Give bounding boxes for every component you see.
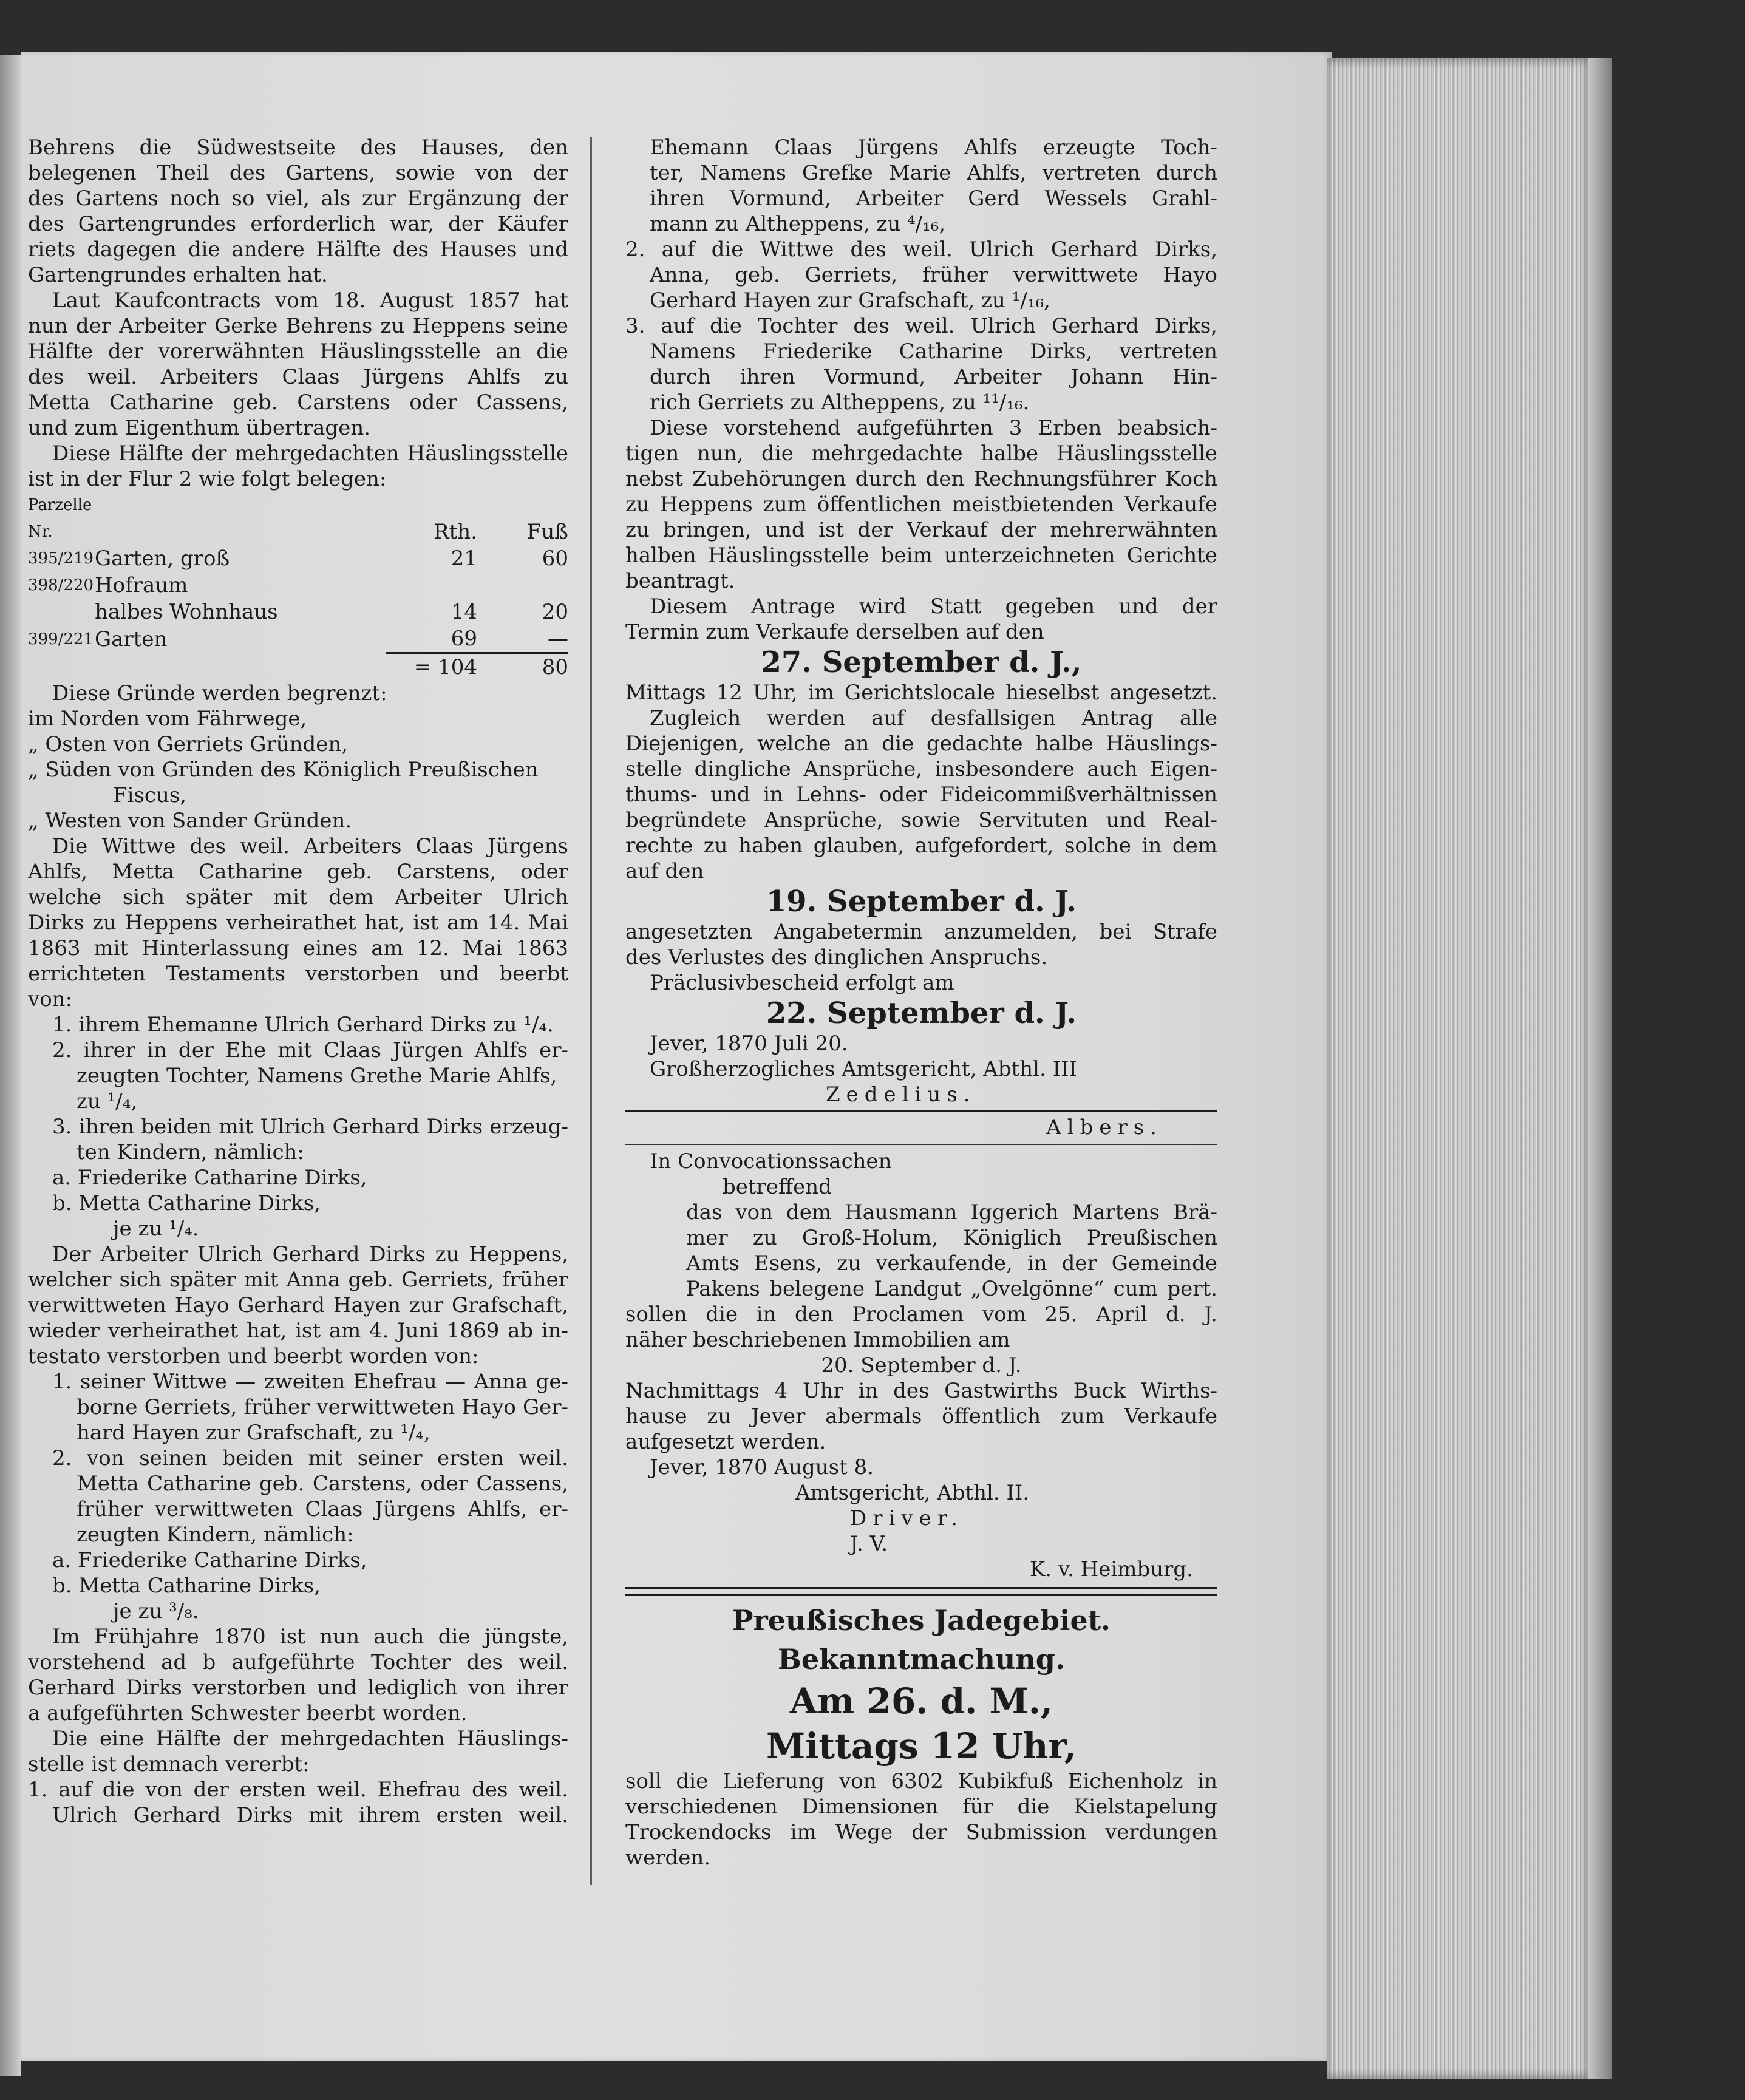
table-sum-row <box>28 653 568 681</box>
text-line: des weil. Arbeiters Claas Jürgens Ahlfs zu <box>28 365 568 389</box>
parcel-fuss: 60 <box>542 546 568 571</box>
text-line: Die Wittwe des weil. Arbeiters Claas Jürgens <box>52 834 568 858</box>
text-line: des Gartengrundes erforderlich war, der Käufer <box>28 212 568 236</box>
table-header-row <box>28 492 568 518</box>
text-line: Ehemann Claas Jürgens Ahlfs erzeugte Toch- <box>650 135 1217 160</box>
text-line: Diese Hälfte der mehrgedachten Häuslingsstelle <box>52 441 568 466</box>
judge-signature: Zedelius. <box>826 1082 976 1107</box>
text-line: zeugten Tochter, Namens Grethe Marie Ahlfs, <box>77 1064 557 1088</box>
text-line: tigen nun, die mehrgedachte halbe Häuslingsstelle <box>625 441 1217 466</box>
text-line: hause zu Jever abermals öffentlich zum Verkaufe <box>625 1404 1217 1429</box>
parcel-nr: 395/219 <box>28 549 94 568</box>
parcel-rth: 69 <box>451 627 477 651</box>
rule <box>625 1144 1217 1145</box>
text-line: Dirks zu Heppens verheirathet hat, ist am 14. Mai <box>28 911 568 935</box>
text-line: soll die Lieferung von 6302 Kubikfuß Eichenholz in <box>625 1769 1217 1793</box>
text-line: rechte zu haben glauben, aufgefordert, solche in dem <box>625 834 1217 858</box>
text-line: sollen die in den Proclamen vom 25. April d. J. <box>625 1302 1217 1327</box>
text-line: Ulrich Gerhard Dirks mit ihrem ersten weil. <box>52 1803 568 1827</box>
text-line: rich Gerriets zu Altheppens, zu ¹¹/₁₆. <box>650 390 1030 415</box>
text-line: Diese Gründe werden begrenzt: <box>52 681 387 705</box>
text-line: Gartengrundes erhalten hat. <box>28 263 328 287</box>
text-line: Nachmittags 4 Uhr in des Gastwirths Buck Wirths- <box>625 1379 1217 1403</box>
text-line: Anna, geb. Gerriets, früher verwittwete Hayo <box>650 263 1217 287</box>
text-line: mann zu Altheppens, zu ⁴/₁₆, <box>650 212 946 236</box>
text-line: Trockendocks im Wege der Submission verdungen <box>625 1820 1217 1844</box>
parcel-nr: 398/220 <box>28 576 94 594</box>
text-line: ten Kindern, nämlich: <box>77 1140 304 1164</box>
preclusion-date: 22. September d. J. <box>766 996 1077 1030</box>
text-line: Die eine Hälfte der mehrgedachten Häuslings- <box>52 1727 568 1751</box>
text-line: J. V. <box>850 1532 888 1556</box>
text-line: Amtsgericht, Abthl. II. <box>795 1481 1030 1505</box>
parcel-fuss <box>477 572 568 599</box>
text-line: Fiscus, <box>113 783 187 807</box>
text-line: und zum Eigenthum übertragen. <box>28 416 371 440</box>
text-line: 1863 mit Hinterlassung eines am 12. Mai 1863 <box>28 936 568 960</box>
text-line: welcher sich später mit Anna geb. Gerriets, früher <box>28 1268 568 1292</box>
parcel-fuss: — <box>548 627 568 651</box>
text-line: 2. ihrer in der Ehe mit Claas Jürgen Ahlfs er- <box>52 1038 568 1062</box>
text-line: zu Heppens zum öffentlichen meistbietenden Verkaufe <box>625 492 1217 517</box>
right-column <box>625 135 1217 1871</box>
text-line: „ Westen von Sander Gründen. <box>28 809 352 833</box>
rule <box>625 1110 1217 1112</box>
text-line: Im Frühjahre 1870 ist nun auch die jüngste, <box>52 1625 568 1649</box>
text-line: ist in der Flur 2 wie folgt belegen: <box>28 467 387 491</box>
table-row <box>28 545 568 572</box>
table-header-nr: Nr. <box>28 523 53 541</box>
text-line: Pakens belegene Landgut „Ovelgönne“ cum pert. <box>686 1277 1217 1301</box>
parcel-rth <box>386 572 477 599</box>
text-line: riets dagegen die andere Hälfte des Hauses und <box>28 237 568 262</box>
notice-title: Bekanntmachung. <box>778 1643 1065 1676</box>
text-line: stelle ist demnach vererbt: <box>28 1752 310 1776</box>
text-line: Gerhard Dirks verstorben und lediglich von ihrer <box>28 1676 568 1700</box>
parcel-fuss: 20 <box>542 600 568 624</box>
text-line: 1. auf die von der ersten weil. Ehefrau des weil. <box>28 1778 568 1802</box>
place-date: Jever, 1870 Juli 20. <box>650 1031 848 1056</box>
text-line: von: <box>28 987 73 1011</box>
text-line: „ Osten von Gerriets Gründen, <box>28 732 349 756</box>
text-line: halben Häuslingsstelle beim unterzeichneten Gerichte <box>625 543 1217 568</box>
text-line: Diese vorstehend aufgeführten 3 Erben beabsich- <box>650 416 1217 440</box>
text-line: 2. von seinen beiden mit seiner ersten weil. <box>52 1446 568 1470</box>
table-header-row <box>28 518 568 545</box>
parcel-desc: Hofraum <box>95 573 188 597</box>
text-line: Diesem Antrage wird Statt gegeben und der <box>650 594 1217 619</box>
text-line: durch ihren Vormund, Arbeiter Johann Hin- <box>650 365 1217 389</box>
text-line: Driver. <box>850 1506 964 1531</box>
text-line: verwittweten Hayo Gerhard Hayen zur Grafschaft, <box>28 1293 568 1317</box>
book-cover-edge <box>1588 58 1612 2079</box>
parcel-rth: 21 <box>451 546 477 571</box>
table-row <box>28 625 568 653</box>
text-line: das von dem Hausmann Iggerich Martens Brä- <box>686 1200 1217 1225</box>
text-line: thums- und in Lehns- oder Fideicommißverhältnissen <box>625 783 1217 807</box>
text-line: früher verwittweten Claas Jürgens Ahlfs, er- <box>77 1497 568 1521</box>
parcel-table <box>28 492 568 681</box>
text-line: Termin zum Verkaufe derselben auf den <box>625 620 1044 644</box>
text-line: Amts Esens, zu verkaufende, in der Gemeinde <box>686 1251 1217 1276</box>
text-line: vorstehend ad b aufgeführte Tochter des weil. <box>28 1650 568 1674</box>
text-line: a aufgeführten Schwester beerbt worden. <box>28 1701 468 1725</box>
table-header-rth: Rth. <box>434 520 477 544</box>
parcel-nr <box>28 599 95 625</box>
text-line: a. Friederike Catharine Dirks, <box>52 1548 367 1572</box>
text-line: Laut Kaufcontracts vom 18. August 1857 hat <box>52 288 568 313</box>
text-line: nebst Zubehörungen durch den Rechnungsführer Koch <box>625 467 1217 491</box>
parcel-nr: 399/221 <box>28 630 94 648</box>
text-line: wieder verheirathet hat, ist am 4. Juni 1869 ab in- <box>28 1319 568 1343</box>
table-header-fuss: Fuß <box>526 520 568 544</box>
text-line: begründete Ansprüche, sowie Servituten und Real- <box>625 808 1217 832</box>
text-line: im Norden vom Fährwege, <box>28 707 307 731</box>
notice-date: Am 26. d. M., <box>789 1680 1053 1722</box>
text-line: Hälfte der vorerwähnten Häuslingsstelle an die <box>28 339 568 364</box>
text-line: Präclusivbescheid erfolgt am <box>650 971 954 995</box>
sum-fuss: 80 <box>477 653 568 681</box>
text-line: beantragt. <box>625 569 735 593</box>
text-line: b. Metta Catharine Dirks, <box>52 1191 321 1215</box>
text-line: mer zu Groß-Holum, Königlich Preußischen <box>686 1226 1217 1250</box>
text-line: Zugleich werden auf desfallsigen Antrag alle <box>650 706 1217 730</box>
notice-header: Preußisches Jadegebiet. <box>732 1604 1111 1637</box>
text-line: zu bringen, und ist der Verkauf der mehrerwähnten <box>625 518 1217 542</box>
auction-date: 27. September d. J., <box>761 645 1082 679</box>
text-line: verschiedenen Dimensionen für die Kielstapelung <box>625 1795 1217 1819</box>
text-line: borne Gerriets, früher verwittweten Hayo Ger- <box>77 1395 568 1419</box>
text-line: 3. ihren beiden mit Ulrich Gerhard Dirks erzeug- <box>52 1115 568 1139</box>
text-line: a. Friederike Catharine Dirks, <box>52 1166 367 1190</box>
text-line: ter, Namens Grefke Marie Ahlfs, vertreten durch <box>650 161 1217 185</box>
table-header-parcel: Parzelle <box>28 496 92 514</box>
text-line: 3. auf die Tochter des weil. Ulrich Gerhard Dirks, <box>625 314 1217 338</box>
text-line: testato verstorben und beerbt worden von: <box>28 1344 479 1368</box>
text-line: aufgesetzt werden. <box>625 1430 826 1454</box>
text-line: des Gartens noch so viel, als zur Ergänzung der <box>28 186 568 211</box>
text-line: Jever, 1870 August 8. <box>650 1455 874 1480</box>
text-line: näher beschriebenen Immobilien am <box>625 1328 1010 1352</box>
parcel-desc: halbes Wohnhaus <box>95 600 278 624</box>
column-divider <box>590 137 592 1885</box>
text-line: auf den <box>625 859 704 883</box>
text-line: K. v. Heimburg. <box>1029 1557 1193 1582</box>
table-row <box>28 572 568 599</box>
text-line: 1. ihrem Ehemanne Ulrich Gerhard Dirks zu ¹/₄. <box>52 1013 554 1037</box>
left-column <box>28 135 568 1828</box>
notice-time: Mittags 12 Uhr, <box>766 1725 1077 1767</box>
text-line: 20. September d. J. <box>821 1353 1022 1378</box>
text-line: Metta Catharine geb. Carstens, oder Cassens, <box>77 1472 568 1496</box>
text-line: zeugten Kindern, nämlich: <box>77 1523 354 1547</box>
text-line: Mittags 12 Uhr, im Gerichtslocale hieselbst angesetzt. <box>625 681 1217 705</box>
text-line: werden. <box>625 1846 711 1870</box>
text-line: je zu ¹/₄. <box>113 1217 199 1241</box>
text-line: belegenen Theil des Gartens, sowie von der <box>28 161 568 185</box>
court-name: Großherzogliches Amtsgericht, Abthl. III <box>650 1057 1077 1081</box>
text-line: Behrens die Südwestseite des Hauses, den <box>28 135 568 160</box>
claim-date: 19. September d. J. <box>766 885 1077 919</box>
text-line: welche sich später mit dem Arbeiter Ulrich <box>28 885 568 909</box>
text-line: Metta Catharine geb. Carstens oder Cassens, <box>28 390 568 415</box>
text-line: b. Metta Catharine Dirks, <box>52 1574 321 1598</box>
text-line: zu ¹/₄, <box>77 1089 138 1113</box>
book-page-edges <box>1327 58 1588 2079</box>
text-line: In Convocationssachen <box>650 1149 892 1174</box>
table-row <box>28 599 568 625</box>
text-line: ihren Vormund, Arbeiter Gerd Wessels Grahl- <box>650 186 1217 211</box>
clerk-signature: Albers. <box>1046 1115 1163 1140</box>
text-line: „ Süden von Gründen des Königlich Preußischen <box>28 758 539 782</box>
previous-page-edge <box>0 55 21 2076</box>
text-line: 1. seiner Wittwe — zweiten Ehefrau — Anna ge- <box>52 1370 568 1394</box>
text-line: nun der Arbeiter Gerke Behrens zu Heppens seine <box>28 314 568 338</box>
parcel-rth: 14 <box>451 600 477 624</box>
text-line: Namens Friederike Catharine Dirks, vertreten <box>650 339 1217 364</box>
text-line: errichteten Testaments verstorben und beerbt <box>28 962 568 986</box>
text-line: Gerhard Hayen zur Grafschaft, zu ¹/₁₆, <box>650 288 1050 313</box>
text-line: 2. auf die Wittwe des weil. Ulrich Gerhard Dirks, <box>625 237 1217 262</box>
text-line: Ahlfs, Metta Catharine geb. Carstens, oder <box>28 860 568 884</box>
text-line: hard Hayen zur Grafschaft, zu ¹/₄, <box>77 1421 430 1445</box>
parcel-desc: Garten <box>95 627 168 651</box>
sum-rth: = 104 <box>386 653 477 681</box>
text-line: Der Arbeiter Ulrich Gerhard Dirks zu Heppens, <box>52 1242 568 1266</box>
text-line: angesetzten Angabetermin anzumelden, bei Strafe <box>625 920 1217 944</box>
parcel-desc: Garten, groß <box>95 546 230 571</box>
text-line: Diejenigen, welche an die gedachte halbe Häuslings- <box>625 732 1217 756</box>
text-line: des Verlustes des dinglichen Anspruchs. <box>625 945 1048 970</box>
text-line: stelle dingliche Ansprüche, insbesondere auch Eigen- <box>625 757 1217 781</box>
rule <box>625 1587 1217 1596</box>
text-line: je zu ³/₈. <box>113 1599 199 1623</box>
text-line: betreffend <box>723 1175 832 1199</box>
